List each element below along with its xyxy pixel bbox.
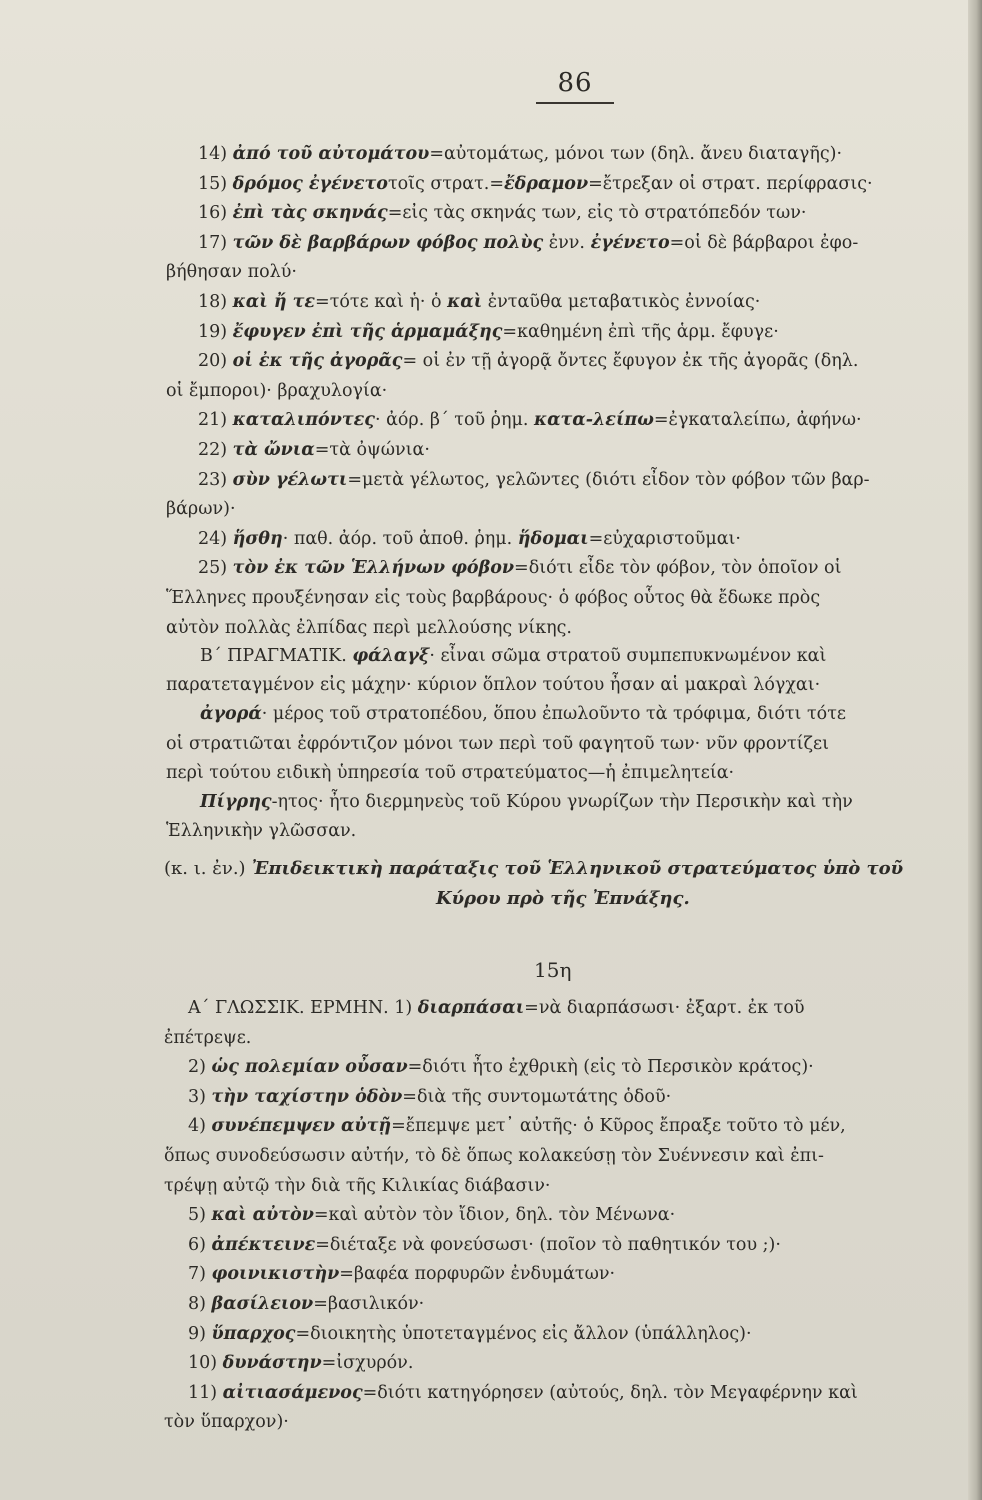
- gloss-text: ἐνν.: [543, 232, 591, 253]
- heading-prefix: (κ. ι. ἐν.): [164, 858, 246, 879]
- lemma: τὰ ὤνια: [232, 440, 315, 460]
- lemma: φάλαγξ: [352, 646, 430, 666]
- lemma: ὕπαρχος: [211, 1323, 296, 1344]
- text-line: [166, 379, 958, 403]
- text-line: [166, 673, 958, 697]
- note-number: 16): [198, 203, 233, 224]
- lemma: ἐπὶ τὰς σκηνάς: [232, 203, 388, 224]
- lemma: καὶ: [447, 292, 483, 312]
- note-number: 25): [198, 558, 233, 579]
- lemma: ἐγένετο: [590, 232, 670, 253]
- note-number: 6): [188, 1234, 212, 1255]
- text-line: [188, 1233, 958, 1257]
- text-line: [188, 1322, 958, 1346]
- page-edge: [968, 0, 982, 1500]
- text-line: [188, 1085, 958, 1109]
- text-line: [198, 142, 958, 166]
- gloss-text: =ἔπεμψε μετ᾽ αὐτῆς· ὁ Κῦρος ἔπραξε τοῦτο τὸ μέν,: [391, 1116, 846, 1137]
- section-heading-line1: [164, 856, 903, 882]
- gloss-text: =μετὰ γέλωτος, γελῶντες (διότι εἶδον τὸν φόβον τῶν βαρ-: [347, 469, 870, 490]
- note-number: 2): [188, 1057, 212, 1078]
- text-line: [188, 1203, 958, 1227]
- gloss-text: =αὐτομάτως, μόνοι των (δηλ. ἄνευ διαταγῆς)·: [429, 144, 843, 164]
- lemma: τὸν ἐκ τῶν Ἑλλήνων φόβον: [232, 558, 515, 579]
- gloss-text: =ἰσχυρόν.: [321, 1353, 414, 1374]
- gloss-text: =καθημένη ἐπὶ τῆς ἁρμ. ἔφυγε·: [502, 321, 779, 342]
- text-line: [188, 1351, 958, 1375]
- page-number: 86: [557, 68, 593, 98]
- note-number: 3): [188, 1086, 212, 1107]
- line-text: τὸν ὕπαρχον)·: [164, 1412, 289, 1433]
- lemma: καὶ ἤ τε: [232, 292, 316, 312]
- gloss-text: ἐνταῦθα μεταβατικὸς ἐννοίας·: [482, 292, 761, 312]
- gloss-text: = οἱ ἐν τῇ ἀγορᾷ ὄντες ἔφυγον ἐκ τῆς ἀγορᾶς (δηλ.: [402, 351, 859, 372]
- text-line: [198, 172, 958, 196]
- lemma: ὡς πολεμίαν οὖσαν: [211, 1057, 408, 1078]
- gloss-text: -ητος· ἦτο διερμηνεὺς τοῦ Κύρου γνωρίζων τὴν Περσικὴν καὶ τὴν: [271, 792, 853, 812]
- note-number: 22): [198, 440, 233, 460]
- lemma: ἀπέκτεινε: [211, 1234, 316, 1255]
- text-line: [198, 556, 958, 580]
- gloss-text: · παθ. ἀόρ. τοῦ ἀποθ. ῥημ.: [282, 528, 518, 549]
- text-line: [198, 527, 958, 551]
- text-line: [166, 819, 958, 843]
- text-line: [188, 1292, 958, 1316]
- note-number: 5): [188, 1205, 212, 1226]
- lemma: αἰτιασάμενος: [222, 1382, 363, 1403]
- gloss-text: =διότι ἦτο ἐχθρικὴ (εἰς τὸ Περσικὸν κράτος)·: [407, 1057, 814, 1078]
- lemma: οἱ ἐκ τῆς ἀγορᾶς: [232, 351, 403, 372]
- text-line: [166, 586, 958, 610]
- text-line: [200, 644, 958, 668]
- note-number: 14): [198, 144, 233, 164]
- text-line: [164, 1026, 958, 1050]
- line-text: ἐπέτρεψε.: [164, 1027, 252, 1048]
- gloss-text: =νὰ διαρπάσωσι· ἐξαρτ. ἐκ τοῦ: [524, 998, 805, 1018]
- lemma: τῶν δὲ βαρβάρων φόβος πολὺς: [232, 232, 544, 253]
- text-line: [166, 497, 958, 521]
- section-number: 15η: [534, 958, 572, 982]
- lemma: ἥσθη: [232, 528, 283, 549]
- gloss-text: =καὶ αὐτὸν τὸν ἴδιον, δηλ. τὸν Μένωνα·: [313, 1205, 676, 1226]
- gloss-text: =διότι εἶδε τὸν φόβον, τὸν ὁποῖον οἱ: [514, 558, 842, 579]
- gloss-text: =διότι κατηγόρησεν (αὐτούς, δηλ. τὸν Μεγαφέρνην καὶ: [362, 1382, 858, 1403]
- gloss-text: =τότε καὶ ἡ· ὁ: [315, 292, 448, 312]
- line-text: βάρων)·: [166, 499, 236, 520]
- text-line: [166, 761, 958, 785]
- gloss-text: =οἱ δὲ βάρβαροι ἐφο-: [669, 232, 859, 253]
- text-line: [198, 349, 958, 373]
- line-text: παρατεταγμένον εἰς μάχην· κύριον ὅπλον τούτου ἦσαν αἱ μακραὶ λόγχαι·: [166, 675, 821, 696]
- note-number: 21): [198, 410, 233, 431]
- text-line: [164, 1410, 958, 1434]
- gloss-text: =εἰς τὰς σκηνάς των, εἰς τὸ στρατόπεδόν των·: [387, 203, 807, 224]
- note-number: 7): [188, 1264, 212, 1285]
- section-lead: Α΄ ΓΛΩΣΣΙΚ. ΕΡΜΗΝ. 1): [188, 998, 418, 1018]
- note-number: 23): [198, 469, 233, 490]
- gloss-text: · ἀόρ. β΄ τοῦ ῥημ.: [374, 410, 534, 431]
- text-line: [166, 260, 958, 284]
- gloss-text: · εἶναι σῶμα στρατοῦ συμπεπυκνωμένον καὶ: [429, 646, 827, 666]
- note-number: 15): [198, 173, 233, 194]
- lemma: βασίλειον: [211, 1294, 314, 1314]
- section-heading-line2: Κύρου πρὸ τῆς Ἐπνάξης.: [436, 888, 690, 909]
- text-line: [164, 1144, 958, 1168]
- lemma: φοινικιστὴν: [211, 1264, 340, 1285]
- note-number: 24): [198, 528, 233, 549]
- text-line: [188, 996, 958, 1020]
- lemma: δυνάστην: [222, 1353, 322, 1374]
- line-text: Ἑλληνικὴν γλῶσσαν.: [166, 821, 357, 842]
- line-text: αὐτὸν πολλὰς ἐλπίδας περὶ μελλούσης νίκης.: [166, 617, 572, 638]
- gloss-text: =βασιλικόν·: [313, 1294, 425, 1314]
- line-text: τρέψῃ αὐτῷ τὴν διὰ τῆς Κιλικίας διάβασιν·: [164, 1175, 551, 1196]
- lemma: ἥδομαι: [517, 528, 589, 549]
- line-text: οἱ στρατιῶται ἐφρόντιζον μόνοι των περὶ τοῦ φαγητοῦ των· νῦν φροντίζει: [166, 733, 829, 754]
- text-line: [198, 408, 958, 432]
- text-line: [188, 1114, 958, 1138]
- text-line: [188, 1055, 958, 1079]
- text-line: [198, 438, 958, 462]
- lemma: τὴν ταχίστην ὁδὸν: [211, 1086, 403, 1107]
- note-number: 19): [198, 321, 233, 342]
- lemma: συνέπεμψεν αὐτῇ: [211, 1116, 392, 1137]
- lemma: ἔδραμον: [504, 173, 589, 194]
- lemma: διαρπάσαι: [417, 998, 525, 1018]
- text-line: [198, 290, 958, 314]
- gloss-text: =τὰ ὀψώνια·: [314, 440, 430, 460]
- text-line: [198, 320, 958, 344]
- lemma: σὺν γέλωτι: [232, 469, 348, 490]
- gloss-text: =διοικητὴς ὑποτεταγμένος εἰς ἄλλον (ὑπάλληλος)·: [295, 1323, 752, 1344]
- line-text: βήθησαν πολύ·: [166, 262, 297, 283]
- text-line: [198, 231, 958, 255]
- heading-title-line1: Ἐπιδεικτικὴ παράταξις τοῦ Ἑλληνικοῦ στρατεύματος ὑπὸ τοῦ: [251, 858, 904, 879]
- text-line: [198, 468, 958, 492]
- line-text: ὅπως συνοδεύσωσιν αὐτήν, τὸ δὲ ὅπως κολακεύσῃ τὸν Συέννεσιν καὶ ἐπι-: [164, 1146, 824, 1166]
- gloss-text: τοῖς στρατ.=: [387, 173, 505, 194]
- note-number: 18): [198, 292, 233, 312]
- gloss-text: =ἐγκαταλείπω, ἀφήνω·: [653, 410, 862, 431]
- lemma: ἀπό τοῦ αὐτομάτου: [232, 144, 430, 164]
- text-line: [200, 702, 958, 726]
- gloss-text: =εὐχαριστοῦμαι·: [588, 528, 741, 549]
- lemma: καταλιπόντες: [232, 410, 375, 431]
- line-text: περὶ τούτου ειδικὴ ὑπηρεσία τοῦ στρατεύματος—ἡ ἐπιμελητεία·: [166, 762, 735, 783]
- text-line: [164, 1174, 958, 1198]
- note-number: 11): [188, 1382, 223, 1403]
- gloss-text: =ἔτρεξαν οἱ στρατ. περίφρασις·: [588, 173, 873, 194]
- note-number: 9): [188, 1323, 212, 1344]
- gloss-text: =διὰ τῆς συντομωτάτης ὁδοῦ·: [402, 1086, 672, 1107]
- gloss-text: · μέρος τοῦ στρατοπέδου, ὅπου ἐπωλοῦντο τὰ τρόφιμα, διότι τότε: [261, 704, 846, 725]
- lemma: ἔφυγεν ἐπὶ τῆς ἁρμαμάξης: [232, 321, 503, 342]
- lemma: Πίγρης: [200, 792, 272, 812]
- text-line: [166, 732, 958, 756]
- note-number: 20): [198, 351, 233, 372]
- note-number: 17): [198, 232, 233, 253]
- text-line: [188, 1262, 958, 1286]
- note-number: 8): [188, 1294, 212, 1314]
- text-line: [198, 201, 958, 225]
- lemma: δρόμος ἐγένετο: [232, 173, 388, 194]
- text-line: [166, 616, 958, 640]
- section-lead: Β΄ ΠΡΑΓΜΑΤΙΚ.: [200, 646, 353, 666]
- note-number: 4): [188, 1116, 212, 1137]
- gloss-text: =διέταξε νὰ φονεύσωσι· (ποῖον τὸ παθητικόν του ;)·: [315, 1234, 781, 1255]
- line-text: οἱ ἔμποροι)· βραχυλογία·: [166, 380, 388, 401]
- text-line: [200, 790, 958, 814]
- line-text: Ἕλληνες προυξένησαν εἰς τοὺς βαρβάρους· ὁ φόβος οὗτος θὰ ἔδωκε πρὸς: [166, 588, 821, 608]
- gloss-text: =βαφέα πορφυρῶν ἐνδυμάτων·: [339, 1264, 616, 1285]
- lemma: κατα-λείπω: [533, 410, 654, 431]
- page-number-rule: [536, 102, 614, 104]
- note-number: 10): [188, 1353, 223, 1374]
- text-line: [188, 1381, 958, 1405]
- lemma: ἀγορά: [200, 704, 262, 725]
- lemma: καὶ αὐτὸν: [211, 1205, 314, 1226]
